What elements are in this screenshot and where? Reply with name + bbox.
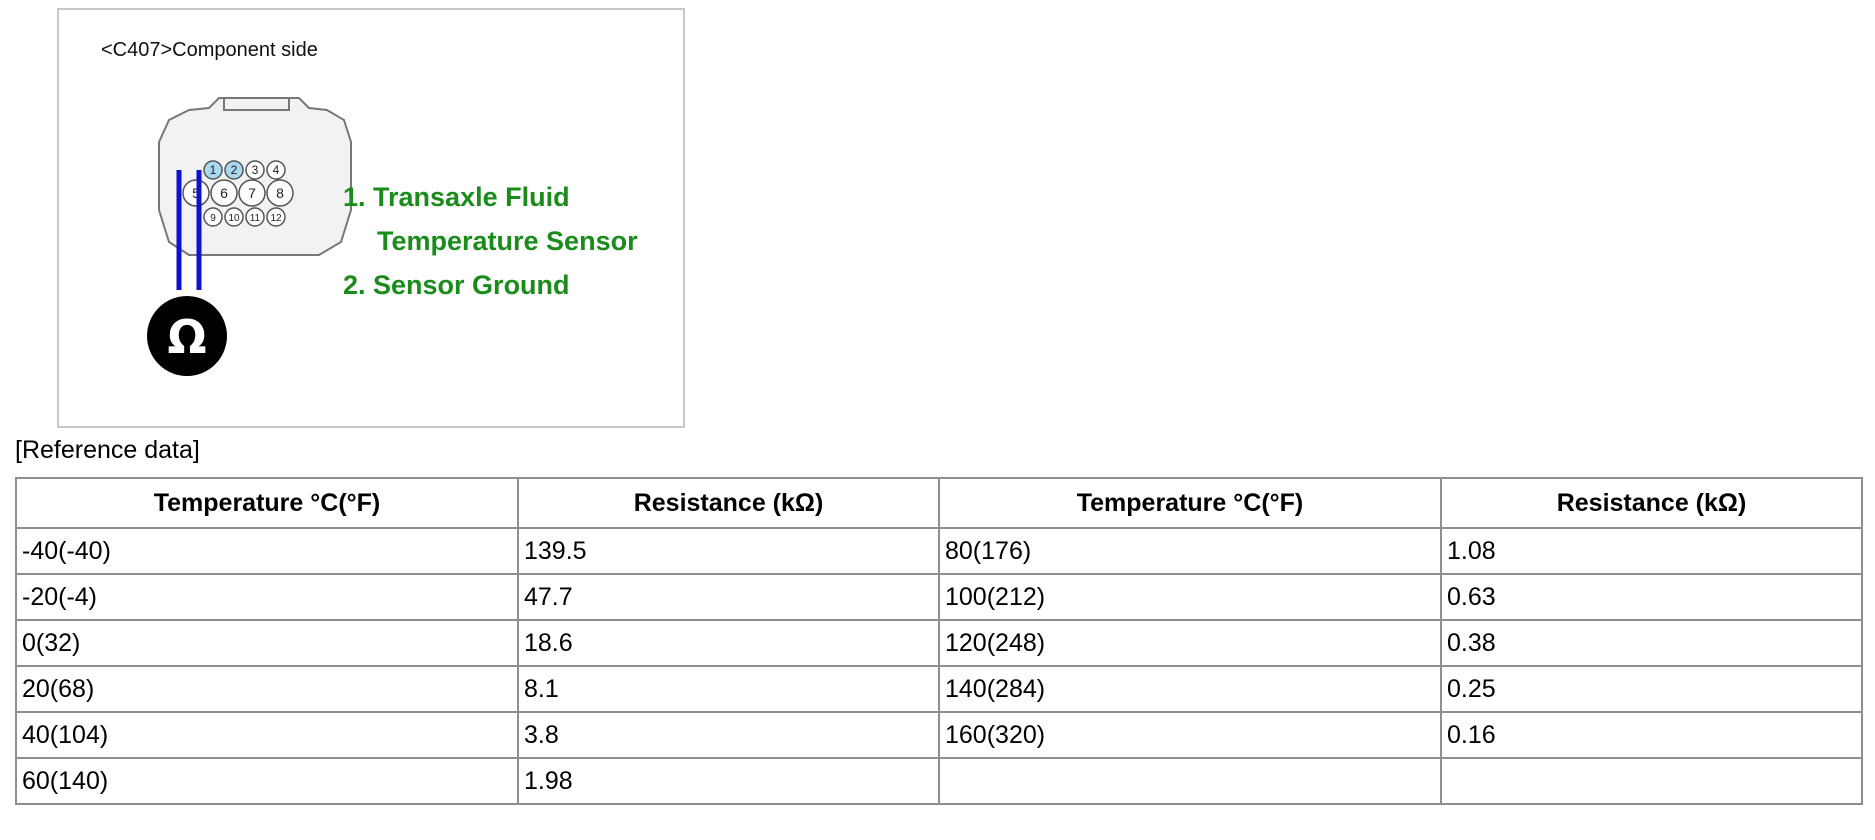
pin-label-8: 8	[276, 185, 284, 201]
connector-figure	[57, 8, 685, 428]
table-cell: -40(-40)	[16, 528, 518, 574]
table-cell: 140(284)	[939, 666, 1441, 712]
reference-data-label: [Reference data]	[15, 436, 200, 464]
table-row	[16, 758, 1862, 804]
table-cell: -20(-4)	[16, 574, 518, 620]
table-cell	[1441, 758, 1862, 804]
header-resistance: Resistance (kΩ)	[518, 478, 939, 528]
legend-item-2: 2. Sensor Ground	[343, 270, 570, 300]
table-cell: 40(104)	[16, 712, 518, 758]
table-cell: 8.1	[518, 666, 939, 712]
reference-table	[15, 477, 1863, 805]
legend-item-1-cont: Temperature Sensor	[377, 226, 638, 256]
table-cell: 80(176)	[939, 528, 1441, 574]
table-cell: 60(140)	[16, 758, 518, 804]
table-cell: 47.7	[518, 574, 939, 620]
pin-label-1: 1	[209, 163, 217, 177]
table-cell: 120(248)	[939, 620, 1441, 666]
table-cell	[939, 758, 1441, 804]
pin-label-6: 6	[220, 185, 228, 201]
table-cell: 0.63	[1441, 574, 1862, 620]
table-cell: 3.8	[518, 712, 939, 758]
table-row	[16, 620, 1862, 666]
table-cell: 0.38	[1441, 620, 1862, 666]
table-row	[16, 712, 1862, 758]
pin-label-10: 10	[228, 213, 240, 224]
table-row	[16, 528, 1862, 574]
ohm-symbol: Ω	[167, 310, 207, 364]
table-cell: 1.08	[1441, 528, 1862, 574]
pin-label-7: 7	[248, 185, 256, 201]
pin-label-3: 3	[251, 163, 259, 177]
table-header-row	[16, 478, 1862, 528]
table-cell: 139.5	[518, 528, 939, 574]
pin-label-9: 9	[210, 213, 216, 224]
header-temperature: Temperature °C(°F)	[939, 478, 1441, 528]
pin-label-4: 4	[272, 163, 280, 177]
pin-label-5: 5	[192, 185, 200, 201]
pin-legend	[343, 175, 638, 307]
table-row	[16, 574, 1862, 620]
pin-label-11: 11	[249, 213, 261, 224]
header-temperature: Temperature °C(°F)	[16, 478, 518, 528]
table-cell: 1.98	[518, 758, 939, 804]
table-cell: 20(68)	[16, 666, 518, 712]
figure-caption: <C407>Component side	[101, 39, 318, 61]
legend-item-1: 1. Transaxle Fluid	[343, 182, 570, 212]
table-cell: 18.6	[518, 620, 939, 666]
table-row	[16, 666, 1862, 712]
table-cell: 0(32)	[16, 620, 518, 666]
table-cell: 100(212)	[939, 574, 1441, 620]
table-cell: 160(320)	[939, 712, 1441, 758]
table-cell: 0.25	[1441, 666, 1862, 712]
table-cell: 0.16	[1441, 712, 1862, 758]
pin-label-12: 12	[270, 213, 282, 224]
pin-label-2: 2	[230, 163, 238, 177]
header-resistance: Resistance (kΩ)	[1441, 478, 1862, 528]
